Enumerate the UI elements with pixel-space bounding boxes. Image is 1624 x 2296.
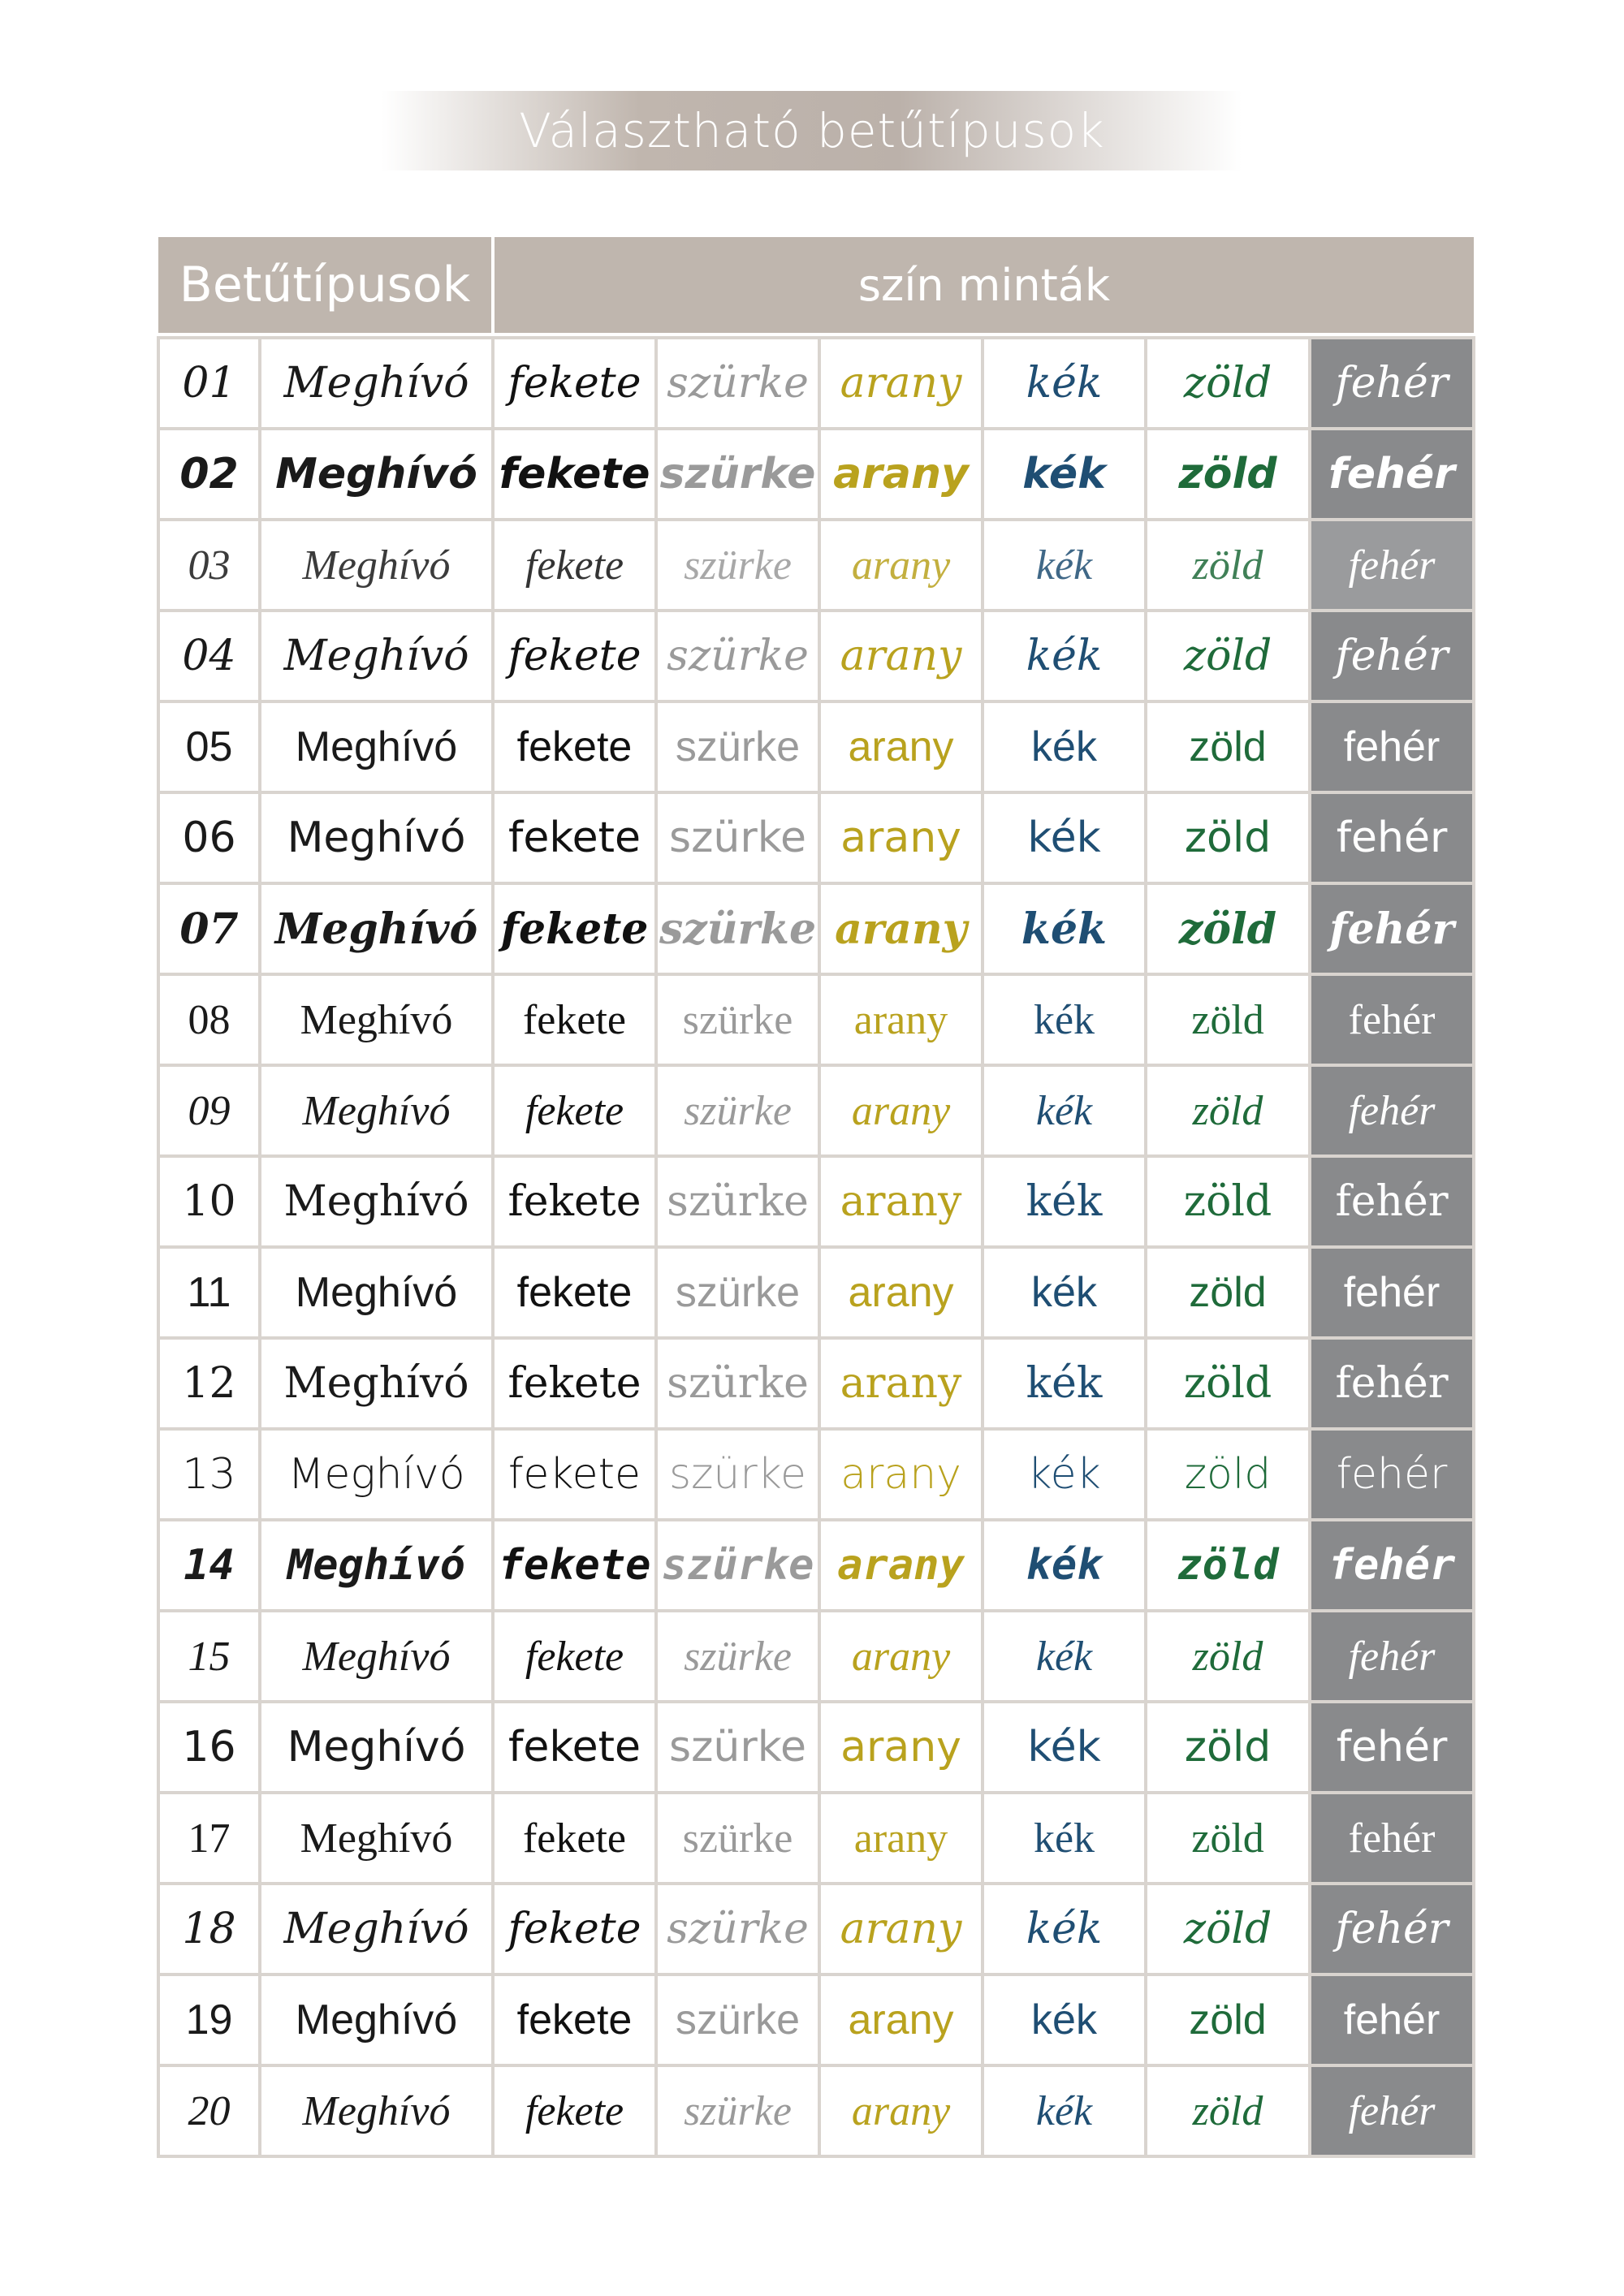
color-sample-fekete: fekete (493, 883, 656, 974)
color-sample-feher: fehér (1310, 429, 1474, 520)
color-sample-kek: kék (983, 1793, 1146, 1884)
color-sample-zold: zöld (1146, 1793, 1310, 1884)
color-sample-kek: kék (983, 520, 1146, 611)
table-row (158, 1429, 1474, 1520)
color-sample-feher: fehér (1310, 1793, 1474, 1884)
font-sample: Meghívó (260, 520, 493, 611)
table-row (158, 883, 1474, 974)
color-sample-fekete: fekete (493, 792, 656, 883)
color-sample-feher: fehér (1310, 520, 1474, 611)
table-row (158, 974, 1474, 1065)
color-sample-szurke: szürke (656, 1702, 819, 1793)
color-sample-kek: kék (983, 974, 1146, 1065)
color-sample-szurke: szürke (656, 429, 819, 520)
color-sample-fekete: fekete (493, 1065, 656, 1156)
color-sample-szurke: szürke (656, 1520, 819, 1611)
font-sample: Meghívó (260, 1611, 493, 1702)
color-sample-szurke: szürke (656, 1156, 819, 1247)
color-sample-feher: fehér (1310, 1974, 1474, 2065)
font-sample: Meghívó (260, 1065, 493, 1156)
color-sample-kek: kék (983, 1338, 1146, 1429)
font-sample: Meghívó (260, 1884, 493, 1974)
color-sample-zold: zöld (1146, 1338, 1310, 1429)
color-sample-zold: zöld (1146, 1884, 1310, 1974)
color-sample-arany: arany (819, 1520, 983, 1611)
color-sample-feher: fehér (1310, 1338, 1474, 1429)
color-sample-szurke: szürke (656, 792, 819, 883)
color-sample-fekete: fekete (493, 1429, 656, 1520)
color-sample-feher: fehér (1310, 701, 1474, 792)
table-row (158, 1247, 1474, 1338)
table-row (158, 1974, 1474, 2065)
table-row (158, 1702, 1474, 1793)
color-sample-fekete: fekete (493, 520, 656, 611)
table-row (158, 701, 1474, 792)
color-sample-szurke: szürke (656, 883, 819, 974)
font-sample: Meghívó (260, 883, 493, 974)
table-body (158, 334, 1474, 2156)
color-sample-szurke: szürke (656, 1974, 819, 2065)
color-sample-fekete: fekete (493, 974, 656, 1065)
color-sample-fekete: fekete (493, 338, 656, 429)
table-row (158, 429, 1474, 520)
font-number: 09 (158, 1065, 260, 1156)
color-sample-kek: kék (983, 338, 1146, 429)
font-number: 10 (158, 1156, 260, 1247)
colors-column-header: szín minták (493, 235, 1474, 334)
page-title: Választható betűtípusok (519, 103, 1105, 158)
font-sample: Meghívó (260, 338, 493, 429)
color-sample-szurke: szürke (656, 974, 819, 1065)
font-number: 01 (158, 338, 260, 429)
font-number: 06 (158, 792, 260, 883)
color-sample-zold: zöld (1146, 611, 1310, 701)
font-sample: Meghívó (260, 1338, 493, 1429)
color-sample-feher: fehér (1310, 883, 1474, 974)
color-sample-arany: arany (819, 1065, 983, 1156)
color-sample-zold: zöld (1146, 883, 1310, 974)
color-sample-kek: kék (983, 2065, 1146, 2156)
color-sample-szurke: szürke (656, 338, 819, 429)
color-sample-zold: zöld (1146, 1065, 1310, 1156)
color-sample-feher: fehér (1310, 2065, 1474, 2156)
color-sample-szurke: szürke (656, 611, 819, 701)
font-number: 16 (158, 1702, 260, 1793)
color-sample-kek: kék (983, 611, 1146, 701)
font-sample: Meghívó (260, 792, 493, 883)
font-sample: Meghívó (260, 2065, 493, 2156)
color-sample-kek: kék (983, 1247, 1146, 1338)
color-sample-kek: kék (983, 1611, 1146, 1702)
color-sample-arany: arany (819, 1884, 983, 1974)
color-sample-feher: fehér (1310, 1156, 1474, 1247)
color-sample-kek: kék (983, 1156, 1146, 1247)
color-sample-kek: kék (983, 1884, 1146, 1974)
color-sample-zold: zöld (1146, 1156, 1310, 1247)
color-sample-szurke: szürke (656, 701, 819, 792)
font-number: 04 (158, 611, 260, 701)
color-sample-szurke: szürke (656, 1793, 819, 1884)
color-sample-kek: kék (983, 792, 1146, 883)
color-sample-kek: kék (983, 883, 1146, 974)
font-number: 14 (158, 1520, 260, 1611)
color-sample-fekete: fekete (493, 1974, 656, 2065)
color-sample-szurke: szürke (656, 1884, 819, 1974)
color-sample-feher: fehér (1310, 1247, 1474, 1338)
color-sample-feher: fehér (1310, 1065, 1474, 1156)
color-sample-fekete: fekete (493, 1884, 656, 1974)
color-sample-zold: zöld (1146, 338, 1310, 429)
color-sample-zold: zöld (1146, 1611, 1310, 1702)
color-sample-feher: fehér (1310, 611, 1474, 701)
font-number: 05 (158, 701, 260, 792)
table-row (158, 1156, 1474, 1247)
font-number: 11 (158, 1247, 260, 1338)
color-sample-arany: arany (819, 2065, 983, 2156)
color-sample-zold: zöld (1146, 1247, 1310, 1338)
font-sample: Meghívó (260, 701, 493, 792)
color-sample-fekete: fekete (493, 1702, 656, 1793)
color-sample-arany: arany (819, 1702, 983, 1793)
table-row (158, 611, 1474, 701)
color-sample-szurke: szürke (656, 1338, 819, 1429)
color-sample-kek: kék (983, 1702, 1146, 1793)
color-sample-arany: arany (819, 1974, 983, 2065)
font-number: 17 (158, 1793, 260, 1884)
color-sample-szurke: szürke (656, 1429, 819, 1520)
color-sample-szurke: szürke (656, 1247, 819, 1338)
color-sample-kek: kék (983, 1974, 1146, 2065)
font-sample: Meghívó (260, 611, 493, 701)
font-sample: Meghívó (260, 1793, 493, 1884)
font-number: 15 (158, 1611, 260, 1702)
color-sample-arany: arany (819, 701, 983, 792)
color-sample-fekete: fekete (493, 2065, 656, 2156)
font-number: 12 (158, 1338, 260, 1429)
color-sample-arany: arany (819, 611, 983, 701)
fonts-column-header: Betűtípusok (158, 235, 493, 334)
color-sample-arany: arany (819, 429, 983, 520)
color-sample-feher: fehér (1310, 1429, 1474, 1520)
color-sample-fekete: fekete (493, 701, 656, 792)
font-sample: Meghívó (260, 1429, 493, 1520)
color-sample-arany: arany (819, 974, 983, 1065)
font-number: 08 (158, 974, 260, 1065)
color-sample-feher: fehér (1310, 1702, 1474, 1793)
color-sample-zold: zöld (1146, 520, 1310, 611)
table-row (158, 520, 1474, 611)
table-row (158, 1065, 1474, 1156)
table-row (158, 1793, 1474, 1884)
font-sample: Meghívó (260, 1702, 493, 1793)
font-sample: Meghívó (260, 1247, 493, 1338)
color-sample-kek: kék (983, 1520, 1146, 1611)
font-sample-table (157, 234, 1475, 2158)
color-sample-szurke: szürke (656, 520, 819, 611)
color-sample-feher: fehér (1310, 792, 1474, 883)
color-sample-zold: zöld (1146, 1974, 1310, 2065)
color-sample-kek: kék (983, 1429, 1146, 1520)
color-sample-arany: arany (819, 1793, 983, 1884)
color-sample-arany: arany (819, 1429, 983, 1520)
color-sample-feher: fehér (1310, 338, 1474, 429)
font-number: 02 (158, 429, 260, 520)
color-sample-fekete: fekete (493, 1338, 656, 1429)
color-sample-feher: fehér (1310, 1884, 1474, 1974)
font-number: 20 (158, 2065, 260, 2156)
color-sample-arany: arany (819, 520, 983, 611)
color-sample-feher: fehér (1310, 1611, 1474, 1702)
table-row (158, 338, 1474, 429)
color-sample-fekete: fekete (493, 429, 656, 520)
font-sample: Meghívó (260, 1974, 493, 2065)
color-sample-zold: zöld (1146, 974, 1310, 1065)
color-sample-fekete: fekete (493, 1520, 656, 1611)
color-sample-zold: zöld (1146, 1520, 1310, 1611)
color-sample-kek: kék (983, 1065, 1146, 1156)
color-sample-arany: arany (819, 883, 983, 974)
table-row (158, 1611, 1474, 1702)
table-header-row (158, 235, 1474, 334)
table-row (158, 792, 1474, 883)
color-sample-fekete: fekete (493, 1611, 656, 1702)
table-row (158, 1520, 1474, 1611)
font-number: 07 (158, 883, 260, 974)
color-sample-fekete: fekete (493, 1156, 656, 1247)
font-sample: Meghívó (260, 974, 493, 1065)
color-sample-zold: zöld (1146, 2065, 1310, 2156)
color-sample-fekete: fekete (493, 1247, 656, 1338)
color-sample-arany: arany (819, 1156, 983, 1247)
color-sample-szurke: szürke (656, 1065, 819, 1156)
color-sample-zold: zöld (1146, 792, 1310, 883)
font-sample: Meghívó (260, 429, 493, 520)
color-sample-arany: arany (819, 1247, 983, 1338)
color-sample-kek: kék (983, 429, 1146, 520)
color-sample-feher: fehér (1310, 1520, 1474, 1611)
color-sample-arany: arany (819, 338, 983, 429)
title-banner (382, 91, 1242, 170)
color-sample-fekete: fekete (493, 611, 656, 701)
color-sample-fekete: fekete (493, 1793, 656, 1884)
table-row (158, 2065, 1474, 2156)
color-sample-arany: arany (819, 792, 983, 883)
color-sample-zold: zöld (1146, 429, 1310, 520)
color-sample-zold: zöld (1146, 701, 1310, 792)
table-row (158, 1338, 1474, 1429)
color-sample-arany: arany (819, 1338, 983, 1429)
font-sample: Meghívó (260, 1520, 493, 1611)
font-number: 13 (158, 1429, 260, 1520)
color-sample-arany: arany (819, 1611, 983, 1702)
color-sample-szurke: szürke (656, 2065, 819, 2156)
color-sample-szurke: szürke (656, 1611, 819, 1702)
font-number: 03 (158, 520, 260, 611)
color-sample-kek: kék (983, 701, 1146, 792)
color-sample-feher: fehér (1310, 974, 1474, 1065)
font-number: 18 (158, 1884, 260, 1974)
color-sample-zold: zöld (1146, 1702, 1310, 1793)
font-number: 19 (158, 1974, 260, 2065)
font-sample: Meghívó (260, 1156, 493, 1247)
table-row (158, 1884, 1474, 1974)
color-sample-zold: zöld (1146, 1429, 1310, 1520)
